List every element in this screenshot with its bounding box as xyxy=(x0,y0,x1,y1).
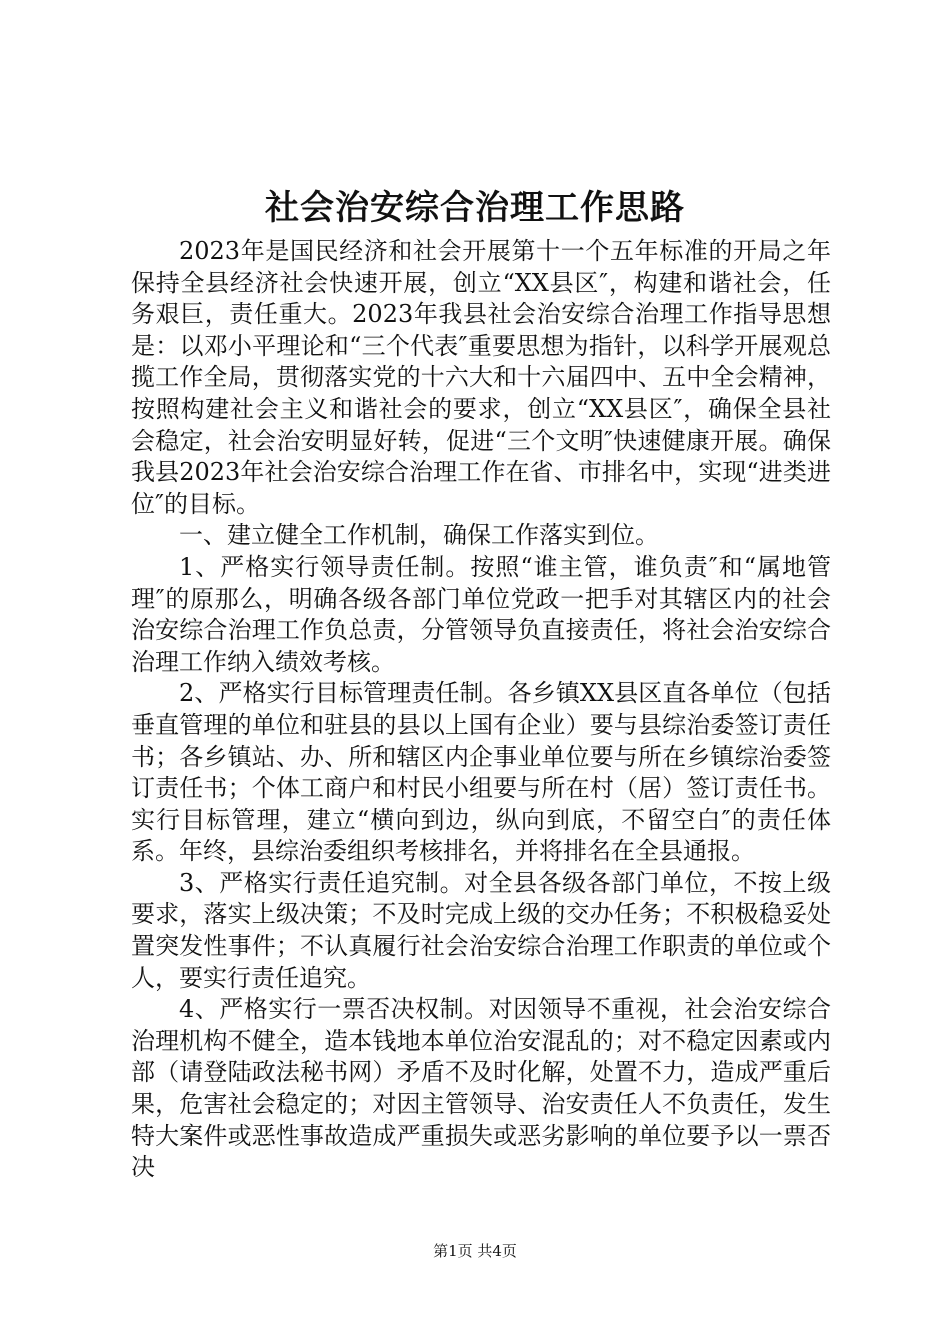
paragraph-item-3: 3、严格实行责任追究制。对全县各级各部门单位，不按上级要求，落实上级决策；不及时完成上级的交办任务；不积极稳妥处置突发性事件；不认真履行社会治安综合治理工作职责的单位或个人，要实行责任追究。 xyxy=(131,868,831,992)
section-heading-1: 一、建立健全工作机制，确保工作落实到位。 xyxy=(179,521,659,550)
paragraph-intro: 2023年是国民经济和社会开展第十一个五年标准的开局之年保持全县经济社会快速开展，创立“XX县区″，构建和谐社会，任务艰巨，责任重大。2023年我县社会治安综合治理工作指导思想是：以邓小平理论和“三个代表″重要思想为指针，以科学开展观总揽工作全局，贯彻落实党的十六大和十六届四中、五中全会精神，按照构建社会主义和谐社会的要求，创立“XX县区″，确保全县社会稳定，社会治安明显好转，促进“三个文明″快速健康开展。确保我县2023年社会治安综合治理工作在省、市排名中，实现“进类进位″的目标。 xyxy=(131,237,831,518)
document-body xyxy=(131,236,831,1184)
paragraph-item-1: 1、严格实行领导责任制。按照“谁主管，谁负责″和“属地管理″的原那么，明确各级各部门单位党政一把手对其辖区内的社会治安综合治理工作负总责，分管领导负直接责任，将社会治安综合治理工作纳入绩效考核。 xyxy=(131,552,831,676)
paragraph-item-2: 2、严格实行目标管理责任制。各乡镇XX县区直各单位（包括垂直管理的单位和驻县的县以上国有企业）要与县综治委签订责任书；各乡镇站、办、所和辖区内企事业单位要与所在乡镇综治委签订责任书；个体工商户和村民小组要与所在村（居）签订责任书。实行目标管理，建立“横向到边，纵向到底，不留空白″的责任体系。年终，县综治委组织考核排名，并将排名在全县通报。 xyxy=(131,679,831,866)
paragraph-item-4: 4、严格实行一票否决权制。对因领导不重视，社会治安综合治理机构不健全，造本钱地本单位治安混乱的；对不稳定因素或内部（请登陆政法秘书网）矛盾不及时化解，处置不力，造成严重后果，危害社会稳定的；对因主管领导、治安责任人不负责任，发生特大案件或恶性事故造成严重损失或恶劣影响的单位要予以一票否决 xyxy=(131,995,831,1182)
page-title: 社会治安综合治理工作思路 xyxy=(265,188,685,228)
page-footer: 第1页 共4页 xyxy=(433,1242,517,1260)
